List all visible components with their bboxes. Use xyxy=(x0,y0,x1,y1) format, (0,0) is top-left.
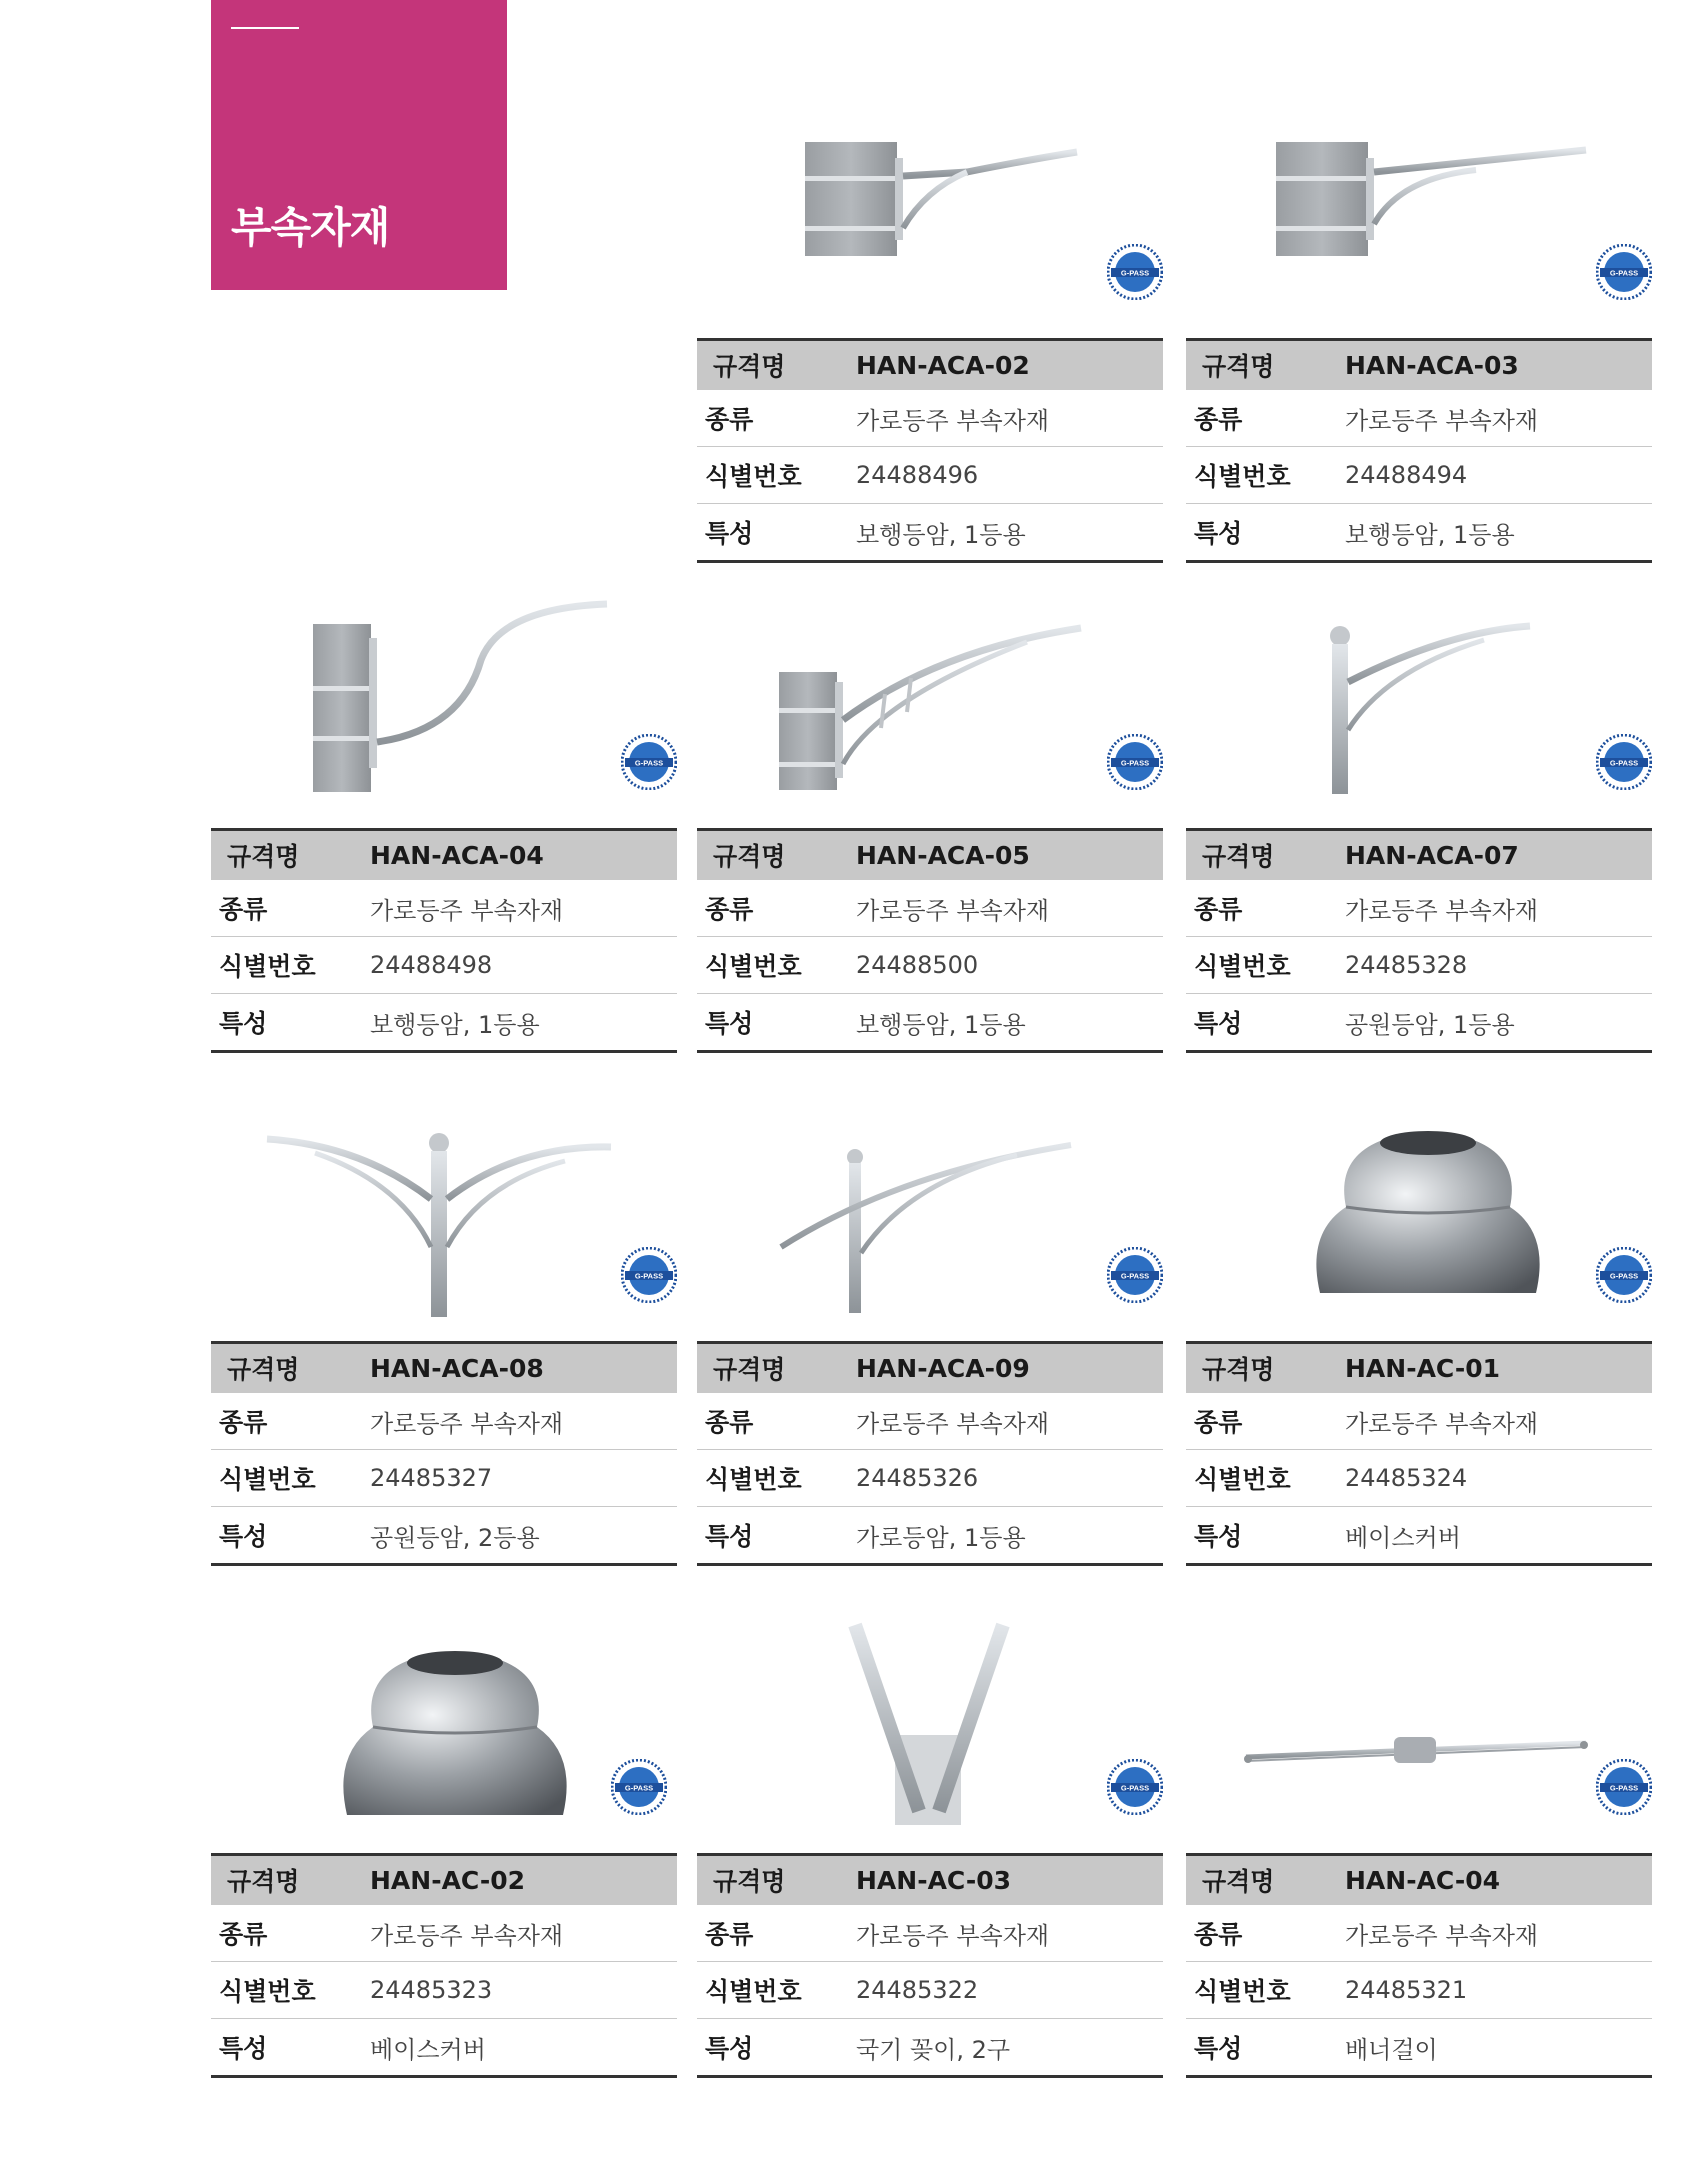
label-type: 종류 xyxy=(1194,1408,1243,1437)
value-model: HAN-AC-01 xyxy=(1329,1344,1652,1392)
product-image-arm xyxy=(697,100,1163,322)
value-id: 24488494 xyxy=(1329,447,1652,503)
product-card-han-aca-02 xyxy=(697,100,1163,549)
product-image-flag-holder xyxy=(697,1615,1163,1837)
label-feature: 특성 xyxy=(705,1522,754,1551)
value-id: 24488498 xyxy=(354,937,677,993)
product-card-han-aca-03 xyxy=(1186,100,1652,549)
value-id: 24485323 xyxy=(354,1962,677,2018)
label-id: 식별번호 xyxy=(705,952,802,981)
value-model: HAN-AC-02 xyxy=(354,1856,677,1904)
value-feature: 배너걸이 xyxy=(1329,2019,1652,2075)
product-card-han-aca-05 xyxy=(697,590,1163,1039)
value-type: 가로등주 부속자재 xyxy=(840,1393,1163,1449)
spec-table xyxy=(697,828,1163,1053)
label-model: 규격명 xyxy=(227,1867,300,1896)
label-model: 규격명 xyxy=(227,842,300,871)
label-feature: 특성 xyxy=(1194,1522,1243,1551)
value-feature: 베이스커버 xyxy=(354,2019,677,2075)
spec-table xyxy=(211,828,677,1053)
product-card-han-ac-03 xyxy=(697,1615,1163,2064)
label-model: 규격명 xyxy=(1202,842,1275,871)
label-id: 식별번호 xyxy=(1194,952,1291,981)
value-model: HAN-AC-04 xyxy=(1329,1856,1652,1904)
svg-text:G-PASS: G-PASS xyxy=(1609,268,1639,278)
product-image-arm xyxy=(1186,590,1652,812)
label-feature: 특성 xyxy=(219,1009,268,1038)
product-image-arm xyxy=(697,590,1163,812)
spec-table xyxy=(697,1341,1163,1566)
label-id: 식별번호 xyxy=(705,1465,802,1494)
product-image-arm xyxy=(211,1103,677,1325)
label-type: 종류 xyxy=(219,1920,268,1949)
gpass-badge-icon xyxy=(1107,1247,1163,1303)
label-id: 식별번호 xyxy=(1194,1465,1291,1494)
value-model: HAN-ACA-08 xyxy=(354,1344,677,1392)
svg-text:G-PASS: G-PASS xyxy=(1120,1783,1150,1793)
label-type: 종류 xyxy=(705,895,754,924)
label-type: 종류 xyxy=(219,895,268,924)
value-id: 24488496 xyxy=(840,447,1163,503)
svg-text:G-PASS: G-PASS xyxy=(1609,1783,1639,1793)
product-image-banner-holder xyxy=(1186,1615,1652,1837)
value-type: 가로등주 부속자재 xyxy=(1329,1905,1652,1961)
header-rule xyxy=(231,27,299,29)
value-id: 24485322 xyxy=(840,1962,1163,2018)
label-model: 규격명 xyxy=(1202,1867,1275,1896)
value-type: 가로등주 부속자재 xyxy=(1329,390,1652,446)
value-id: 24485324 xyxy=(1329,1450,1652,1506)
product-image-arm xyxy=(1186,100,1652,322)
spec-table xyxy=(1186,1341,1652,1566)
value-model: HAN-AC-03 xyxy=(840,1856,1163,1904)
label-model: 규격명 xyxy=(1202,352,1275,381)
value-feature: 베이스커버 xyxy=(1329,1507,1652,1563)
gpass-badge-icon xyxy=(611,1759,667,1815)
product-card-han-ac-01 xyxy=(1186,1103,1652,1552)
label-type: 종류 xyxy=(1194,405,1243,434)
svg-text:G-PASS: G-PASS xyxy=(1609,1271,1639,1281)
svg-text:G-PASS: G-PASS xyxy=(634,1271,664,1281)
value-id: 24485326 xyxy=(840,1450,1163,1506)
product-image-arm xyxy=(697,1103,1163,1325)
label-id: 식별번호 xyxy=(1194,462,1291,491)
label-model: 규격명 xyxy=(713,1867,786,1896)
gpass-badge-icon xyxy=(1596,244,1652,300)
gpass-badge-icon xyxy=(1596,1247,1652,1303)
product-image-base-cover xyxy=(211,1615,677,1837)
product-card-han-aca-09 xyxy=(697,1103,1163,1552)
value-feature: 가로등암, 1등용 xyxy=(840,1507,1163,1563)
label-type: 종류 xyxy=(219,1408,268,1437)
value-model: HAN-ACA-09 xyxy=(840,1344,1163,1392)
value-feature: 보행등암, 1등용 xyxy=(354,994,677,1050)
product-image-base-cover xyxy=(1186,1103,1652,1325)
label-id: 식별번호 xyxy=(705,462,802,491)
label-model: 규격명 xyxy=(713,352,786,381)
value-type: 가로등주 부속자재 xyxy=(840,880,1163,936)
label-feature: 특성 xyxy=(1194,2034,1243,2063)
label-id: 식별번호 xyxy=(219,1977,316,2006)
value-id: 24485327 xyxy=(354,1450,677,1506)
spec-table xyxy=(697,1853,1163,2078)
value-model: HAN-ACA-05 xyxy=(840,831,1163,879)
product-card-han-ac-02 xyxy=(211,1615,677,2064)
label-feature: 특성 xyxy=(705,2034,754,2063)
svg-text:G-PASS: G-PASS xyxy=(1120,1271,1150,1281)
gpass-badge-icon xyxy=(621,734,677,790)
value-feature: 국기 꽂이, 2구 xyxy=(840,2019,1163,2075)
product-card-han-aca-08 xyxy=(211,1103,677,1552)
label-model: 규격명 xyxy=(713,842,786,871)
label-id: 식별번호 xyxy=(1194,1977,1291,2006)
label-feature: 특성 xyxy=(705,519,754,548)
product-card-han-aca-04 xyxy=(211,590,677,1039)
value-id: 24485328 xyxy=(1329,937,1652,993)
value-id: 24485321 xyxy=(1329,1962,1652,2018)
label-feature: 특성 xyxy=(705,1009,754,1038)
value-type: 가로등주 부속자재 xyxy=(840,390,1163,446)
product-image-arm xyxy=(211,590,677,812)
value-type: 가로등주 부속자재 xyxy=(840,1905,1163,1961)
value-id: 24488500 xyxy=(840,937,1163,993)
svg-text:G-PASS: G-PASS xyxy=(1609,758,1639,768)
value-type: 가로등주 부속자재 xyxy=(354,880,677,936)
label-feature: 특성 xyxy=(1194,519,1243,548)
value-feature: 보행등암, 1등용 xyxy=(1329,504,1652,560)
label-feature: 특성 xyxy=(219,2034,268,2063)
svg-text:G-PASS: G-PASS xyxy=(624,1783,654,1793)
spec-table xyxy=(1186,338,1652,563)
value-type: 가로등주 부속자재 xyxy=(1329,1393,1652,1449)
value-model: HAN-ACA-07 xyxy=(1329,831,1652,879)
label-model: 규격명 xyxy=(227,1355,300,1384)
label-id: 식별번호 xyxy=(219,1465,316,1494)
section-title: 부속자재 xyxy=(231,203,390,252)
spec-table xyxy=(211,1341,677,1566)
label-feature: 특성 xyxy=(1194,1009,1243,1038)
gpass-badge-icon xyxy=(1596,1759,1652,1815)
label-type: 종류 xyxy=(705,1408,754,1437)
label-type: 종류 xyxy=(1194,1920,1243,1949)
label-type: 종류 xyxy=(1194,895,1243,924)
value-feature: 보행등암, 1등용 xyxy=(840,504,1163,560)
value-type: 가로등주 부속자재 xyxy=(1329,880,1652,936)
value-model: HAN-ACA-04 xyxy=(354,831,677,879)
spec-table xyxy=(1186,828,1652,1053)
value-type: 가로등주 부속자재 xyxy=(354,1393,677,1449)
label-feature: 특성 xyxy=(219,1522,268,1551)
svg-text:G-PASS: G-PASS xyxy=(634,758,664,768)
label-id: 식별번호 xyxy=(705,1977,802,2006)
svg-text:G-PASS: G-PASS xyxy=(1120,268,1150,278)
spec-table xyxy=(211,1853,677,2078)
section-header xyxy=(211,0,507,290)
product-card-han-ac-04 xyxy=(1186,1615,1652,2064)
value-feature: 공원등암, 2등용 xyxy=(354,1507,677,1563)
label-id: 식별번호 xyxy=(219,952,316,981)
spec-table xyxy=(1186,1853,1652,2078)
gpass-badge-icon xyxy=(1596,734,1652,790)
gpass-badge-icon xyxy=(1107,734,1163,790)
value-model: HAN-ACA-02 xyxy=(840,341,1163,389)
label-model: 규격명 xyxy=(713,1355,786,1384)
spec-table xyxy=(697,338,1163,563)
gpass-badge-icon xyxy=(1107,1759,1163,1815)
label-type: 종류 xyxy=(705,1920,754,1949)
value-feature: 보행등암, 1등용 xyxy=(840,994,1163,1050)
product-card-han-aca-07 xyxy=(1186,590,1652,1039)
value-type: 가로등주 부속자재 xyxy=(354,1905,677,1961)
value-feature: 공원등암, 1등용 xyxy=(1329,994,1652,1050)
label-model: 규격명 xyxy=(1202,1355,1275,1384)
value-model: HAN-ACA-03 xyxy=(1329,341,1652,389)
label-type: 종류 xyxy=(705,405,754,434)
svg-text:G-PASS: G-PASS xyxy=(1120,758,1150,768)
gpass-badge-icon xyxy=(621,1247,677,1303)
gpass-badge-icon xyxy=(1107,244,1163,300)
